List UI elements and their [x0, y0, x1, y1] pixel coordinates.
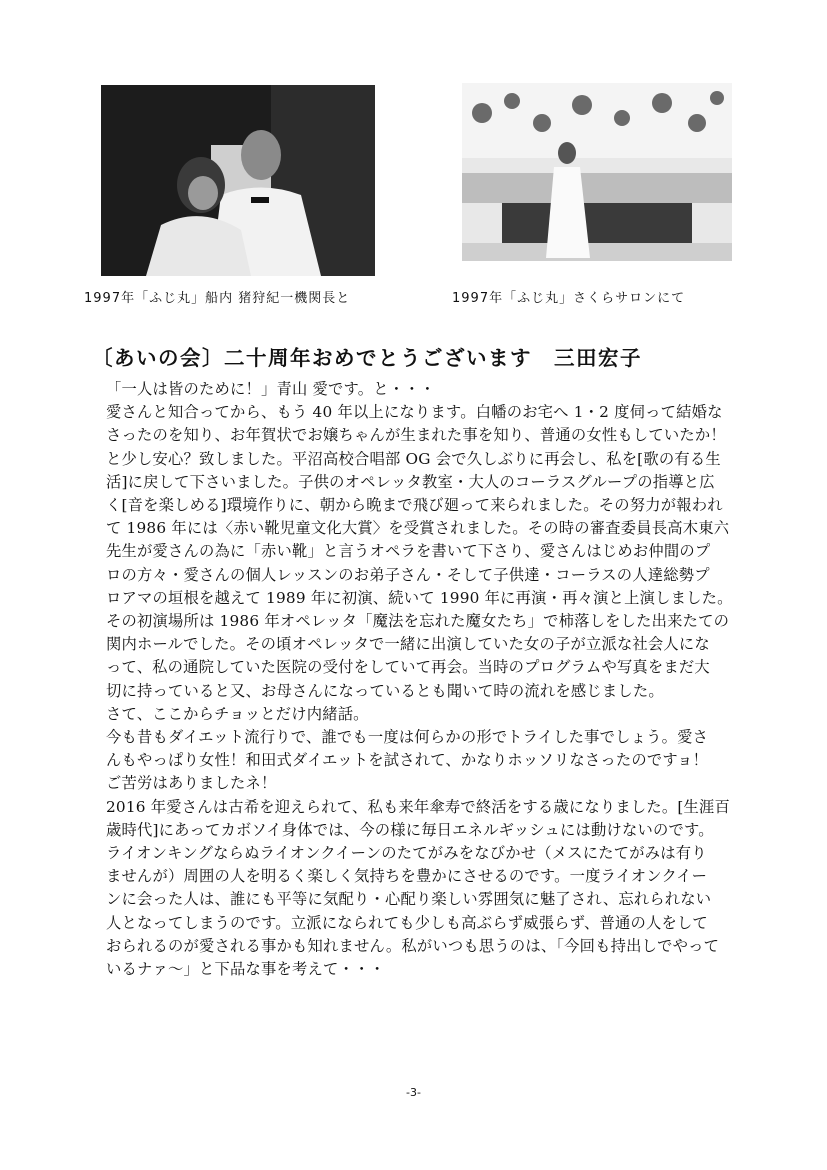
article-line: て 1986 年には〈赤い靴児童文化大賞〉を受賞されました。その時の審査委員長高木東六 [106, 519, 730, 538]
article-line: ンに会った人は、誰にも平等に気配り・心配り楽しい雰囲気に魅了され、忘れられない [106, 890, 712, 909]
article-line: 活]に戻して下さいました。子供のオペレッタ教室・大人のコーラスグループの指導と広 [106, 472, 715, 491]
article-line: 先生が愛さんの為に「赤い靴」と言うオペラを書いて下さり、愛さんはじめお仲間のプ [106, 542, 711, 561]
article-line: ロの方々・愛さんの個人レッスンのお弟子さん・そして子供達・コーラスの人達総勢プ [106, 565, 710, 584]
article-line: ご苦労はありましたネ！ [106, 774, 277, 793]
article-line: ロアマの垣根を越えて 1989 年に初演、続いて 1990 年に再演・再々演と上演しました。 [106, 588, 733, 607]
photo-ship-interior-image [101, 85, 375, 276]
article-line: おられるのが愛される事かも知れません。私がいつも思うのは、「今回も持出しでやって [106, 936, 720, 955]
article-line: と少し安心？致しました。平沼高校合唱部 OG 会で久しぶりに再会し、私を[歌の有る生 [106, 449, 721, 468]
article-line: ライオンキングならぬライオンクイーンのたてがみをなびかせ（メスにたてがみは有り [106, 844, 707, 863]
article-line: 「一人は皆のために！」青山 愛です。と・・・ [106, 380, 436, 398]
photo-sakura-salon-image [462, 83, 732, 261]
photo-caption-right: 1997年「ふじ丸」さくらサロンにて [452, 291, 686, 306]
article-line: 人となってしまうのです。立派になられても少しも高ぶらず威張らず、普通の人をして [106, 913, 708, 932]
article-line: 切に持っていると又、お母さんになっているとも聞いて時の流れを感じました。 [106, 681, 664, 700]
article-line: 今も昔もダイエット流行りで、誰でも一度は何らかの形でトライした事でしょう。愛さ [106, 728, 709, 747]
article-line: いるナァ～」と下品な事を考えて・・・ [106, 960, 385, 979]
photo-ship-interior [101, 85, 375, 276]
article-line: さて、ここからチョッとだけ内緒話。 [106, 704, 369, 723]
article-line: さったのを知り、お年賀状でお嬢ちゃんが生まれた事を知り、普通の女性もしていたか！ [106, 426, 726, 445]
article-body [106, 378, 746, 981]
article-line: 関内ホールでした。その頃オペレッタで一緒に出演していた女の子が立派な社会人にな [106, 635, 710, 654]
article-line: ませんが）周囲の人を明るく楽しく気持ちを豊かにさせるのです。一度ライオンクイー [106, 867, 708, 886]
photo-caption-left: 1997年「ふじ丸」船内 猪狩紀一機関長と [84, 291, 351, 306]
page-number: -3- [406, 1086, 421, 1099]
article-line: その初演場所は 1986 年オペレッタ「魔法を忘れた魔女たち」で柿落しをした出来たての [106, 612, 730, 631]
article-line: 2016 年愛さんは古希を迎えられて、私も来年傘寿で終活をする歳になりました。[生涯百 [106, 797, 731, 816]
article-line: 愛さんと知合ってから、もう 40 年以上になります。白幡のお宅へ 1・2 度伺って結婚な [106, 403, 723, 422]
article-line: く[音を楽しめる]環境作りに、朝から晩まで飛び廻って来られました。その努力が報われ [106, 496, 723, 515]
photo-sakura-salon [462, 83, 732, 261]
article-line: んもやっぱり女性！和田式ダイエットを試されて、かなりホッソリなさったのですョ！ [106, 751, 709, 770]
article-line: 歳時代]にあってカボソイ身体では、今の様に毎日エネルギッシュには動けないのです。 [106, 820, 714, 839]
article-title: 〔あいの会〕二十周年おめでとうございます 三田宏子 [92, 346, 642, 370]
article-line: って、私の通院していた医院の受付をしていて再会。当時のプログラムや写真をまだ大 [106, 658, 710, 677]
